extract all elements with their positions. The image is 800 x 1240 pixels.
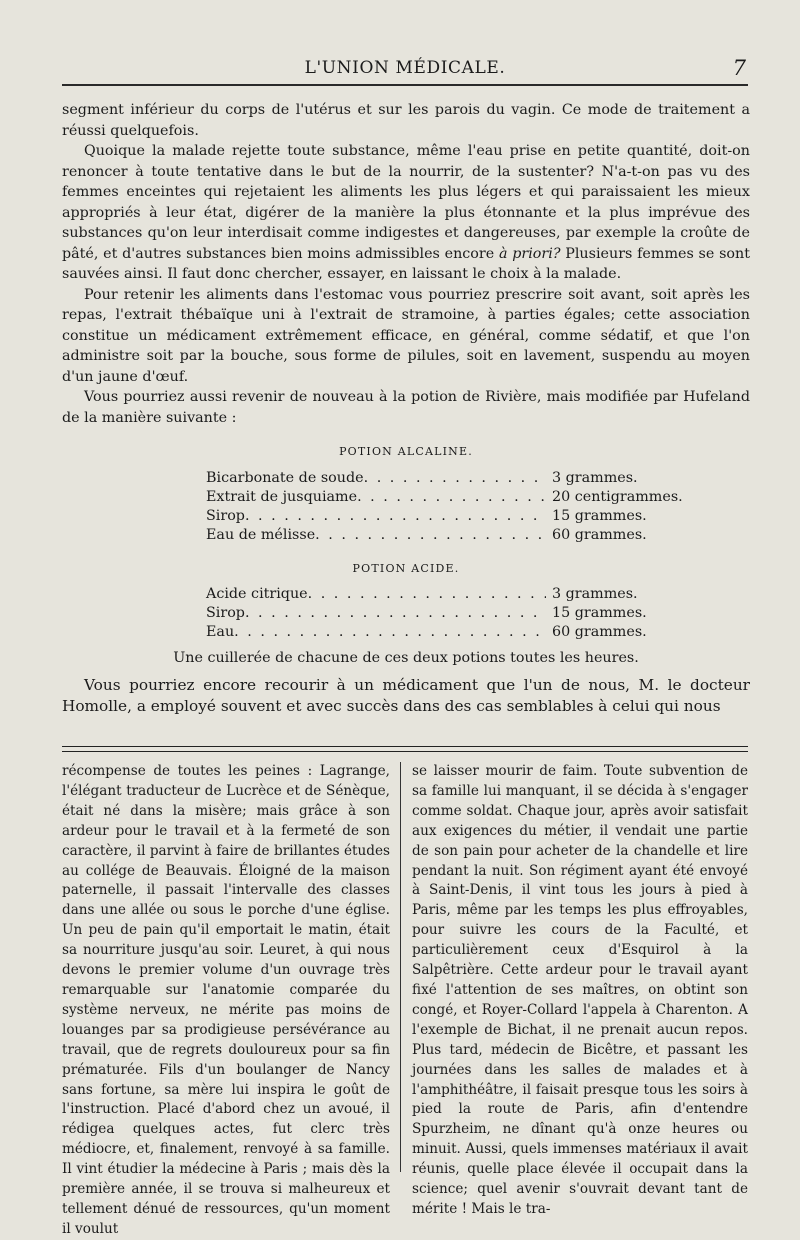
paragraph-3: Pour retenir les aliments dans l'estomac vous pourriez prescrire soit avant, soit après les repas, l'extrait thébaïque uni à l'extrait de stramoine, à parties égales; cette association constitue un médicament extrêmement efficace, en général, comme sédatif, et que l'on administre soit par la bouche, sous forme de pilules, soit en lavement, suspendu au moyen d'un jaune d'œuf. xyxy=(62,286,750,385)
recipe-row xyxy=(206,469,676,488)
quantity: 60 grammes. xyxy=(552,624,647,640)
main-text xyxy=(62,100,750,718)
feuilleton-column-left: récompense de toutes les peines : Lagrange, l'élégant traducteur de Lucrèce et de Sénèque, était né dans la misère; mais grâce à son ardeur pour le travail et à la fermeté de son caractère, il parvint à faire de brillantes études au collége de Beauvais. Éloigné de la maison paternelle, il passait l'intervalle des classes dans une allée ou sous le porche d'une église. Un peu de pain qu'il emportait le matin, était sa nourriture jusqu'au soir. Leuret, à qui nous devons le premier volume d'un ouvrage très remarquable sur l'anatomie comparée du système nerveux, ne mérite pas moins de louanges par sa prodigieuse persévérance au travail, que de regrets douloureux pour sa fin prématurée. Fils d'un boulanger de Nancy sans fortune, sa mère lui inspira le goût de l'instruction. Placé d'abord chez un avoué, il rédigea quelques actes, fut clerc très médiocre, et, finalement, renvoyé à sa famille. Il vint étudier la médecine à Paris ; mais dès la première année, il se trouva si malheureux et tellement dénué de ressources, qu'un moment il voulut xyxy=(62,763,390,1237)
potion-alcaline-recipe xyxy=(206,469,683,545)
paragraph-5: Vous pourriez encore recourir à un médicament que l'un de nous, M. le docteur Homolle, a employé souvent et avec succès dans des cas semblables à celui qui nous xyxy=(62,675,750,715)
paragraph-2-text: Quoique la malade rejette toute substance, même l'eau prise en petite quantité, doit-on renoncer à toute tentative dans le but de la nourrir, de la sustenter? N'a-t-on pas vu des femmes enceintes qui rejetaient les aliments les plus légers et qui paraissaient les mieux appropriés à leur état, digérer de la manière la plus étonnante et la plus imprévue des substances qu'on leur interdisait comme indigestes et dangereuses, par exemple la croûte de pâté, et d'autres substances bien moins admissibles encore xyxy=(62,143,750,262)
recipe-row xyxy=(206,526,676,545)
recipe-row xyxy=(206,488,683,507)
paragraph-2-tail: Plusieurs femmes se sont sauvées ainsi. Il faut donc chercher, essayer, en laissant le choix à la malade. xyxy=(62,245,750,282)
leader-dots xyxy=(315,526,546,545)
paragraph-1: segment inférieur du corps de l'utérus et sur les parois du vagin. Ce mode de traitement a réussi quelquefois. xyxy=(62,102,750,139)
leader-dots xyxy=(357,488,546,507)
page-number: 7 xyxy=(732,56,746,80)
page-header xyxy=(60,58,750,84)
header-rule xyxy=(62,84,748,86)
potion-acide-recipe xyxy=(206,585,676,642)
leader-dots xyxy=(364,469,546,488)
quantity: 3 grammes. xyxy=(552,469,638,486)
leader-dots xyxy=(245,604,546,623)
ingredient: Eau xyxy=(206,624,235,640)
recipe-row xyxy=(206,623,676,642)
quantity: 3 grammes. xyxy=(552,586,638,602)
paragraph-4: Vous pourriez aussi revenir de nouveau à la potion de Rivière, mais modifiée par Hufeland de la manière suivante : xyxy=(62,389,750,426)
recipe-row xyxy=(206,604,676,623)
feuilleton-separator xyxy=(62,746,748,752)
feuilleton-column-right: se laisser mourir de faim. Toute subvention de sa famille lui manquant, il se décida à s'engager comme soldat. Chaque jour, après avoir satisfait aux exigences du métier, il vendait une partie de son pain pour acheter de la chandelle et lire pendant la nuit. Son régiment ayant été envoyé à Saint-Denis, il vint tous les jours à pied à Paris, même par les temps les plus effroyables, pour suivre les cours de la Faculté, et particulièrement ceux d'Esquirol à la Salpêtrière. Cette ardeur pour le travail ayant fixé l'attention de ses maîtres, on obtint son congé, et Royer-Collard l'appela à Charenton. A l'exemple de Bichat, il ne prenait aucun repos. Plus tard, médecin de Bicêtre, et passant les journées dans les salles de malades et à l'amphithéâtre, il faisait presque tous les soirs à pied la route de Paris, afin d'entendre Spurzheim, ne dînant qu'à onze heures ou minuit. Aussi, quels immenses matériaux il avait réunis, quelle place élevée il occupait dans la science; quel avenir s'ouvrait devant tant de mérite ! Mais le tra- xyxy=(412,763,748,1217)
potion-acide-title: POTION ACIDE. xyxy=(352,561,460,575)
ingredient: Acide citrique xyxy=(206,586,308,602)
ingredient: Sirop xyxy=(206,507,245,524)
paragraph-2 xyxy=(62,141,750,285)
quantity: 60 grammes. xyxy=(552,526,647,543)
ingredient: Sirop xyxy=(206,605,245,621)
ingredient: Eau de mélisse xyxy=(206,526,316,543)
quantity: 15 grammes. xyxy=(552,507,647,524)
quantity: 15 grammes. xyxy=(552,605,647,621)
running-title: L'UNION MÉDICALE. xyxy=(304,58,506,78)
paragraph-2-italic: à priori? xyxy=(498,245,561,262)
quantity: 20 centigrammes. xyxy=(552,488,683,505)
leader-dots xyxy=(308,585,546,604)
leader-dots xyxy=(234,623,546,642)
recipe-row xyxy=(206,585,676,604)
ingredient: Bicarbonate de soude xyxy=(206,469,364,486)
ingredient: Extrait de jusquiame xyxy=(206,488,358,505)
leader-dots xyxy=(245,507,546,526)
column-divider xyxy=(400,762,401,1172)
potion-alcaline-title: POTION ALCALINE. xyxy=(339,445,473,458)
dosage-instruction: Une cuillerée de chacune de ces deux potions toutes les heures. xyxy=(173,650,639,666)
recipe-row xyxy=(206,507,676,526)
